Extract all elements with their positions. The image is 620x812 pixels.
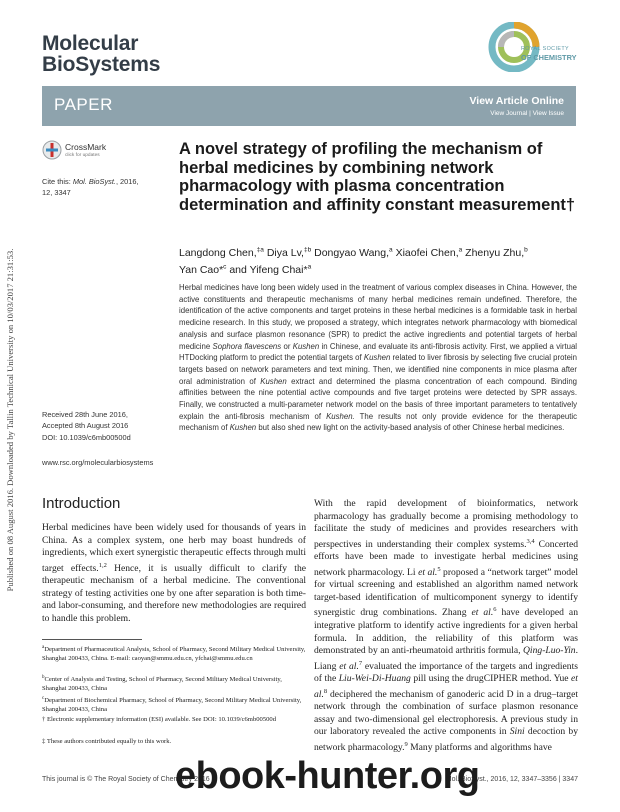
author[interactable]: Langdong Chen,$^{\ddagger a}$: [179, 246, 264, 259]
received-date: Received 28th June 2016,: [42, 410, 128, 419]
article-type: PAPER: [54, 95, 113, 114]
author[interactable]: and Yifeng Chai*$^a$: [229, 263, 312, 276]
accepted-date: Accepted 8th August 2016: [42, 420, 129, 430]
rsc-logo[interactable]: [487, 20, 579, 72]
view-issue-link[interactable]: View Issue: [532, 110, 564, 117]
view-links: View Journal | View Issue: [490, 110, 564, 117]
rsc-logo-line2: OF CHEMISTRY: [521, 53, 577, 62]
watermark: ebook-hunter.org: [175, 755, 480, 797]
rsc-logo-line1: ROYAL SOCIETY: [521, 46, 570, 52]
author[interactable]: Zhenyu Zhu,$^b$: [465, 246, 528, 259]
section-heading: Introduction: [42, 495, 121, 512]
footnote-b: $^b$Center of Analysis and Testing, School of Pharmacy, Second Military Medical University, Shanghai 200433, China: [42, 675, 282, 693]
journal-name[interactable]: Molecular BioSystems: [42, 32, 161, 76]
doi[interactable]: DOI: 10.1039/c6mb00500d: [42, 433, 131, 442]
journal-website-link[interactable]: www.rsc.org/molecularbiosystems: [42, 458, 154, 467]
author[interactable]: Xiaofei Chen,$^a$: [395, 246, 463, 259]
author[interactable]: Dongyao Wang,$^a$: [314, 246, 393, 259]
intro-right-column: With the rapid development of bioinformatics, network pharmacology has gradually become a promising methodology to facilitate the study of medicines and provides researchers with perspectives in understanding their complex systems.$^{3,4}$ Concerted efforts have been made to investigate herbal medicines using network pharmacology. Li et al.$^5$ proposed a “network target” model for virtual screening and established an algorithm named network target-based identification of multicomponent synergy to identify synergistic drug combinations. Zhang et al.$^6$ have developed an integrative platform to identify active ingredients for a given herbal formula. In addition, the reliability of this platform was demonstrated by an anti-rheumatoid arthritis formula, Qing-Luo-Yin. Liang et al.$^7$ evaluated the importance of the targets and ingredients of the Liu-Wei-Di-Huang pill using the drugCIPHER method. Yue et al.$^8$ deciphered the mechanism of ganoderic acid D in a drug–target network through the combination of surface plasmon resonance assay and two-dimensional gel electrophoresis. A previous study in our laboratory revealed the active components in Sini decoction by network pharmacology.$^9$ Many platforms and algorithms have: [314, 498, 579, 754]
author[interactable]: Yan Cao*$^c$: [179, 263, 227, 276]
view-article-online-link[interactable]: View Article Online: [469, 95, 564, 107]
article-type-banner: [42, 86, 576, 126]
intro-left-column: Herbal medicines have been widely used for thousands of years in China. As a complex system, one herb may boast hundreds of ingredients, which exert synergistic therapeutic effects through multi target effects.$^{1,2}$ Hence, it is usually difficult to clarify the therapeutic mechanism of a herbal medicine. The conventional strategy of testing activities one by one after separation is both time- and labor-consuming, and therefore new methodologies are required to handle this problem.: [42, 522, 306, 624]
article-title: A novel strategy of profiling the mechanism of herbal medicines by combining network pharmacology with plasma concentration determination and affinity constant measurement†: [179, 140, 576, 214]
footnote-esi: † Electronic supplementary information (ESI) available. See DOI: 10.1039/c6mb00500d: [42, 716, 277, 723]
footer-copyright: This journal is © The Royal Society of Chemistry 2016: [42, 776, 210, 783]
view-journal-link[interactable]: View Journal: [490, 110, 528, 117]
author-list: [179, 243, 579, 277]
crossmark-sub: click for updates: [65, 153, 100, 158]
footnote-c: $^c$Department of Biochemical Pharmacy, School of Pharmacy, Second Military Medical University, Shanghai 200433, China: [42, 696, 302, 714]
article-dates: [42, 410, 162, 444]
publication-sidebar: Published on 08 August 2016. Downloaded by Tallin Technical University on 10/03/2017 21:31:53.: [5, 248, 15, 592]
author[interactable]: Diya Lv,$^{\ddagger b}$: [266, 246, 312, 259]
rsc-ring-arc-inner: [501, 34, 514, 47]
crossmark-badge[interactable]: [42, 140, 134, 162]
footnote-divider: [42, 639, 142, 640]
footnote-a: $^a$Department of Pharmaceutical Analysis, School of Pharmacy, Second Military Medical University, Shanghai 200433, China. E-mail: caoyan@smmu.edu.cn, yfchai@smmu.edu.cn: [42, 645, 306, 663]
footnote-equal-contribution: ‡ These authors contributed equally to this work.: [42, 738, 172, 745]
footer-citation: Mol. BioSyst., 2016, 12, 3347–3356 | 3347: [445, 776, 578, 783]
crossmark-icon: [42, 140, 62, 160]
abstract: Herbal medicines have long been widely used in the treatment of various complex diseases in China. However, the active constituents and therapeutic mechanisms of many herbal medicines remain undefined. Therefore, the identification of the active components and target proteins in these herbal medicines is a formidable task in herbal medicine research. In this study, we proposed a strategy, which integrates network pharmacology with biomedical analysis and surface plasmon resonance (SPR) to predict the active ingredients and potential targets of herbal medicine Sophora flavescens or Kushen in Chinese, and evaluate its anti-fibrosis activity. First, we applied a virtual HTDocking platform to predict the potential targets of Kushen related to liver fibrosis by selecting five crucial protein targets based on network parameters and text mining. Then, we identified nine components in mice plasma after oral administration of Kushen extract and determined the plasma concentration of each compound. Binding affinities between the nine potential active compounds and five target proteins were detected by SPR assays. Finally, we constructed a multi-parameter network model on the basis of three important parameters to tentatively explain the anti-fibrosis mechanism of Kushen. The results not only provide evidence for the therapeutic mechanism of Kushen but also shed new light on the activity-based analysis of other Chinese herbal medicines.: [179, 283, 578, 433]
citation: Cite this: Mol. BioSyst., 2016, 12, 3347: [42, 177, 139, 197]
crossmark-label: CrossMark: [65, 142, 107, 152]
